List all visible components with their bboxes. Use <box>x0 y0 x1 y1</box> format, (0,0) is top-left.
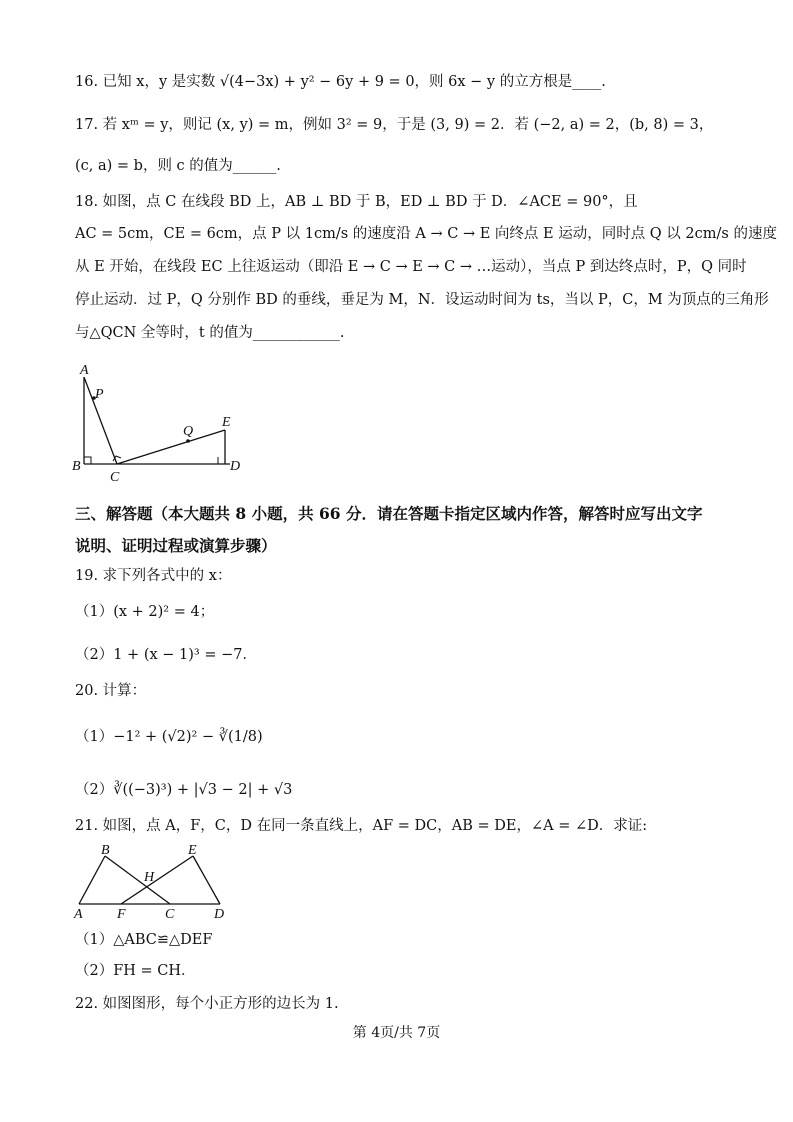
figure-18-label-p: P <box>95 387 104 402</box>
question-19-part-2: （2）1 + (x − 1)³ = −7． <box>75 647 257 663</box>
figure-18-label-e: E <box>222 415 231 430</box>
figure-21-label-b: B <box>101 843 110 858</box>
figure-18-label-q: Q <box>183 424 194 439</box>
figure-21-label-c: C <box>165 907 175 922</box>
question-18-line-4: 停止运动．过 P，Q 分别作 BD 的垂线，垂足为 M，N．设运动时间为 ts，当以 P，C，M 为顶点的三角形 <box>75 292 769 308</box>
question-18-line-1: 18. 如图，点 C 在线段 BD 上，AB ⊥ BD 于 B，ED ⊥ BD 于 D．∠ACE = 90°，且 <box>75 194 638 210</box>
figure-21-label-f: F <box>117 907 126 922</box>
question-20-part-2: （2）∛((−3)³) + |√3 − 2| + √3 <box>75 782 293 798</box>
question-16: 16. 已知 x，y 是实数 √(4−3x) + y² − 6y + 9 = 0，则 6x − y 的立方根是____. <box>75 74 606 90</box>
question-19: 19. 求下列各式中的 x： <box>75 568 232 584</box>
section-3-heading-line-1: 三、解答题（本大题共 8 小题，共 66 分．请在答题卡指定区域内作答，解答时应写出文字 <box>75 504 703 523</box>
question-20-part-1: （1）−1² + (√2)² − ∛(1/8) <box>75 729 263 745</box>
question-19-part-1: （1）(x + 2)² = 4； <box>75 604 215 620</box>
figure-18-label-b: B <box>72 459 81 474</box>
figure-21-label-a: A <box>74 907 83 922</box>
question-20: 20. 计算： <box>75 683 147 699</box>
question-18-line-5: 与△QCN 全等时，t 的值为____________. <box>75 325 345 341</box>
figure-21-label-h: H <box>144 870 155 885</box>
question-18-line-3: 从 E 开始，在线段 EC 上往返运动（即沿 E → C → E → C → …运动），当点 P 到达终点时，P，Q 同时 <box>75 259 747 275</box>
question-22: 22. 如图图形，每个小正方形的边长为 1. <box>75 996 339 1012</box>
question-17-line-2: (c, a) = b，则 c 的值为______. <box>75 158 281 174</box>
figure-18-label-a: A <box>80 363 89 378</box>
section-3-heading-line-2: 说明、证明过程或演算步骤） <box>75 536 277 555</box>
figure-18-diagram <box>70 360 270 485</box>
question-21-part-1: （1）△ABC≌△DEF <box>75 932 213 948</box>
figure-21-label-e: E <box>188 843 197 858</box>
question-21-part-2: （2）FH = CH． <box>75 963 196 979</box>
figure-21-label-d: D <box>214 907 225 922</box>
figure-21-diagram <box>72 842 232 927</box>
question-17-line-1: 17. 若 xᵐ = y，则记 (x, y) = m，例如 3² = 9，于是 (3, 9) = 2．若 (−2, a) = 2，(b, 8) = 3， <box>75 117 714 133</box>
figure-18-label-c: C <box>110 470 120 485</box>
figure-18-label-d: D <box>230 459 241 474</box>
question-21: 21. 如图，点 A，F，C，D 在同一条直线上，AF = DC，AB = DE，∠A = ∠D．求证: <box>75 818 648 834</box>
question-18-line-2: AC = 5cm，CE = 6cm，点 P 以 1cm/s 的速度沿 A → C → E 向终点 E 运动，同时点 Q 以 2cm/s 的速度 <box>75 226 777 242</box>
page-footer: 第 4页/共 7页 <box>352 1025 441 1041</box>
